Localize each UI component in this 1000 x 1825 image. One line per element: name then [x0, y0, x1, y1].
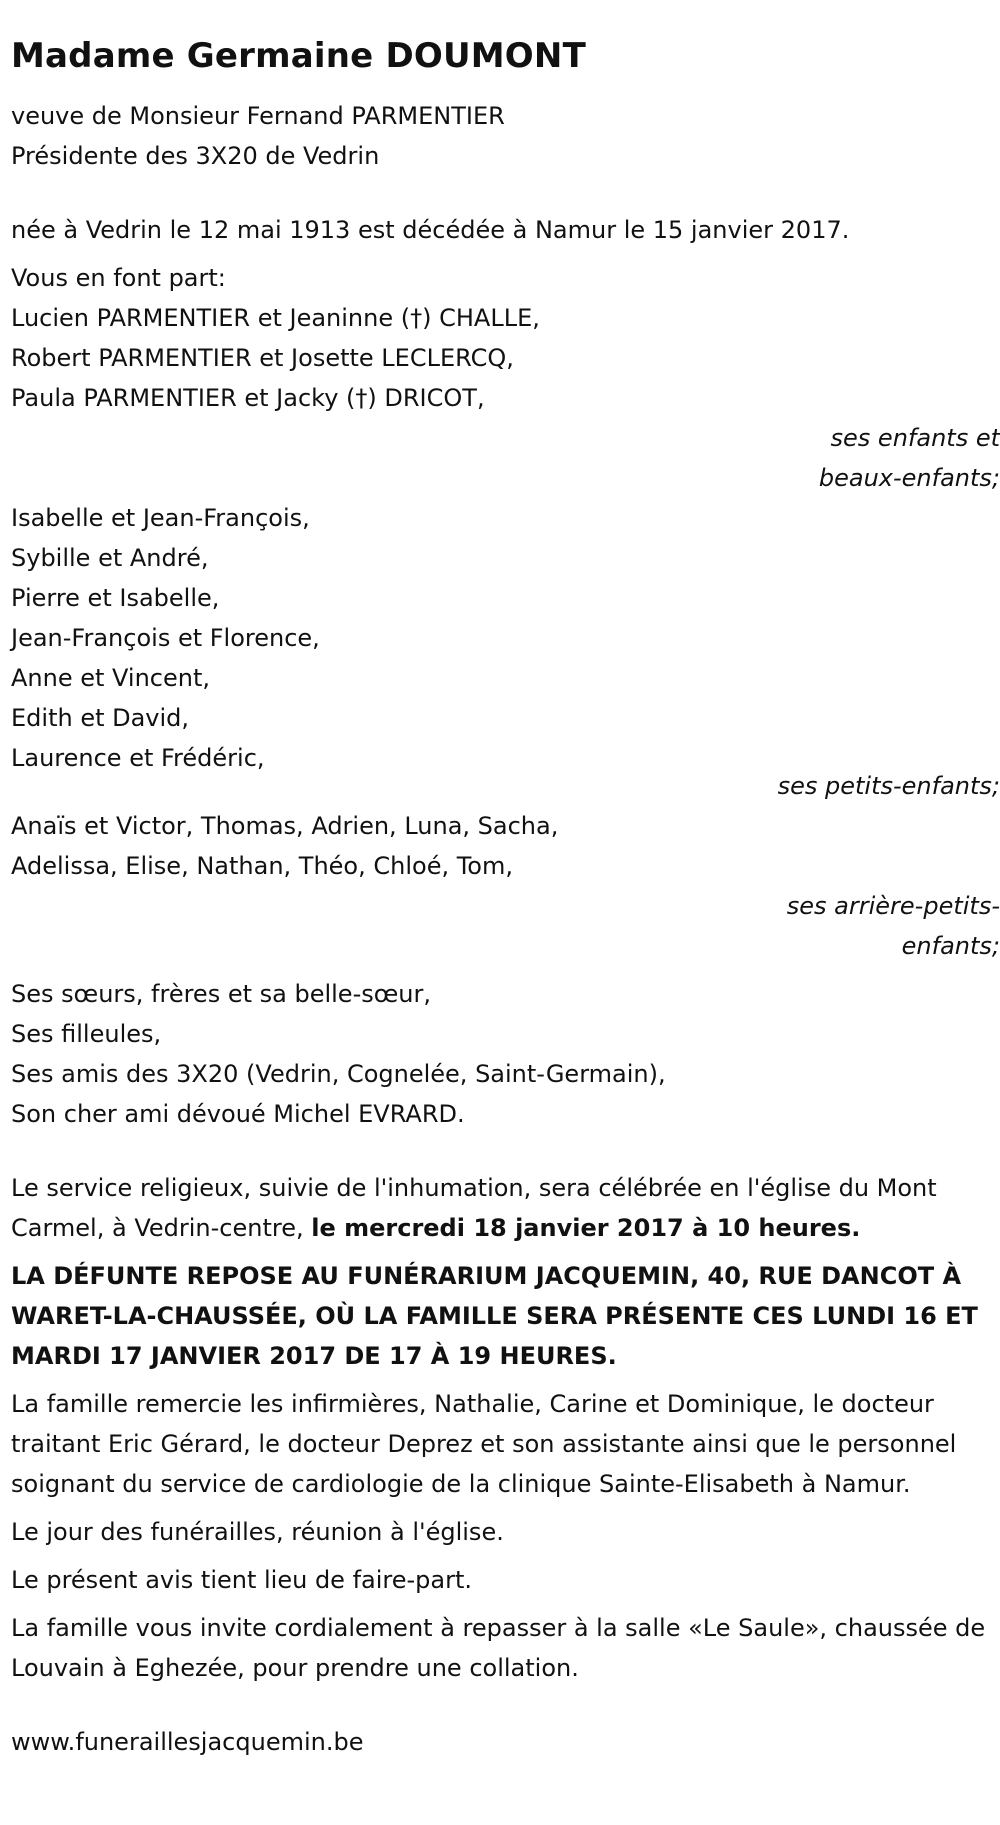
birth-death-line: née à Vedrin le 12 mai 1913 est décédée à Namur le 15 janvier 2017. [11, 216, 850, 244]
announce-line: Vous en font part: [11, 264, 226, 292]
service-paragraph [11, 1168, 991, 1248]
grandchild-line: Edith et David, [11, 704, 190, 732]
child-line: Paula PARMENTIER et Jacky (†) DRICOT, [11, 384, 485, 412]
widow-line: veuve de Monsieur Fernand PARMENTIER [11, 102, 505, 130]
other-line: Son cher ami dévoué Michel EVRARD. [11, 1100, 465, 1128]
deceased-name: Madame Germaine DOUMONT [11, 36, 586, 76]
thanks-paragraph: La famille remercie les infirmières, Nathalie, Carine et Dominique, le docteur traitant Eric Gérard, le docteur Deprez et son assistante ainsi que le personnel soignant du service de cardiologie de la clinique Sainte-Elisabeth à Namur. [11, 1390, 957, 1498]
other-line: Ses filleules, [11, 1020, 162, 1048]
other-line: Ses sœurs, frères et sa belle-sœur, [11, 980, 431, 1008]
grandchildren-role: ses petits-enfants; [777, 772, 1000, 800]
grandchild-line: Anne et Vincent, [11, 664, 211, 692]
child-line: Robert PARMENTIER et Josette LECLERCQ, [11, 344, 514, 372]
notice-line: Le présent avis tient lieu de faire-part. [11, 1566, 473, 1594]
role-line: Présidente des 3X20 de Vedrin [11, 142, 380, 170]
other-line: Ses amis des 3X20 (Vedrin, Cognelée, Saint-Germain), [11, 1060, 666, 1088]
children-role: beaux-enfants; [818, 464, 1000, 492]
grandchild-line: Laurence et Frédéric, [11, 744, 265, 772]
grandchild-line: Sybille et André, [11, 544, 209, 572]
service-date: le mercredi 18 janvier 2017 à 10 heures. [311, 1214, 861, 1242]
great-grandchild-line: Anaïs et Victor, Thomas, Adrien, Luna, Sacha, [11, 812, 559, 840]
children-role: ses enfants et [830, 424, 1000, 452]
great-grandchildren-role: enfants; [901, 932, 1000, 960]
great-grandchildren-role: ses arrière-petits- [786, 892, 1000, 920]
child-line: Lucien PARMENTIER et Jeaninne (†) CHALLE, [11, 304, 540, 332]
website-link[interactable]: www.funeraillesjacquemin.be [11, 1728, 364, 1756]
grandchild-line: Jean-François et Florence, [11, 624, 320, 652]
service-text: Le service religieux, suivie de l'inhumation, sera célébrée en l'église du Mont Carmel, à Vedrin-centre, [11, 1174, 937, 1242]
great-grandchild-line: Adelissa, Elise, Nathan, Théo, Chloé, Tom, [11, 852, 513, 880]
collation-paragraph: La famille vous invite cordialement à repasser à la salle «Le Saule», chaussée de Louvain à Eghezée, pour prendre une collation. [11, 1614, 986, 1682]
meeting-line: Le jour des funérailles, réunion à l'église. [11, 1518, 504, 1546]
funerarium-notice: LA DÉFUNTE REPOSE AU FUNÉRARIUM JACQUEMIN, 40, RUE DANCOT À WARET-LA-CHAUSSÉE, OÙ LA FAMILLE SERA PRÉSENTE CES LUNDI 16 ET MARDI 17 JANVIER 2017 DE 17 À 19 HEURES. [11, 1262, 978, 1370]
grandchild-line: Isabelle et Jean-François, [11, 504, 310, 532]
obituary-content [11, 30, 1000, 1762]
grandchild-line: Pierre et Isabelle, [11, 584, 220, 612]
